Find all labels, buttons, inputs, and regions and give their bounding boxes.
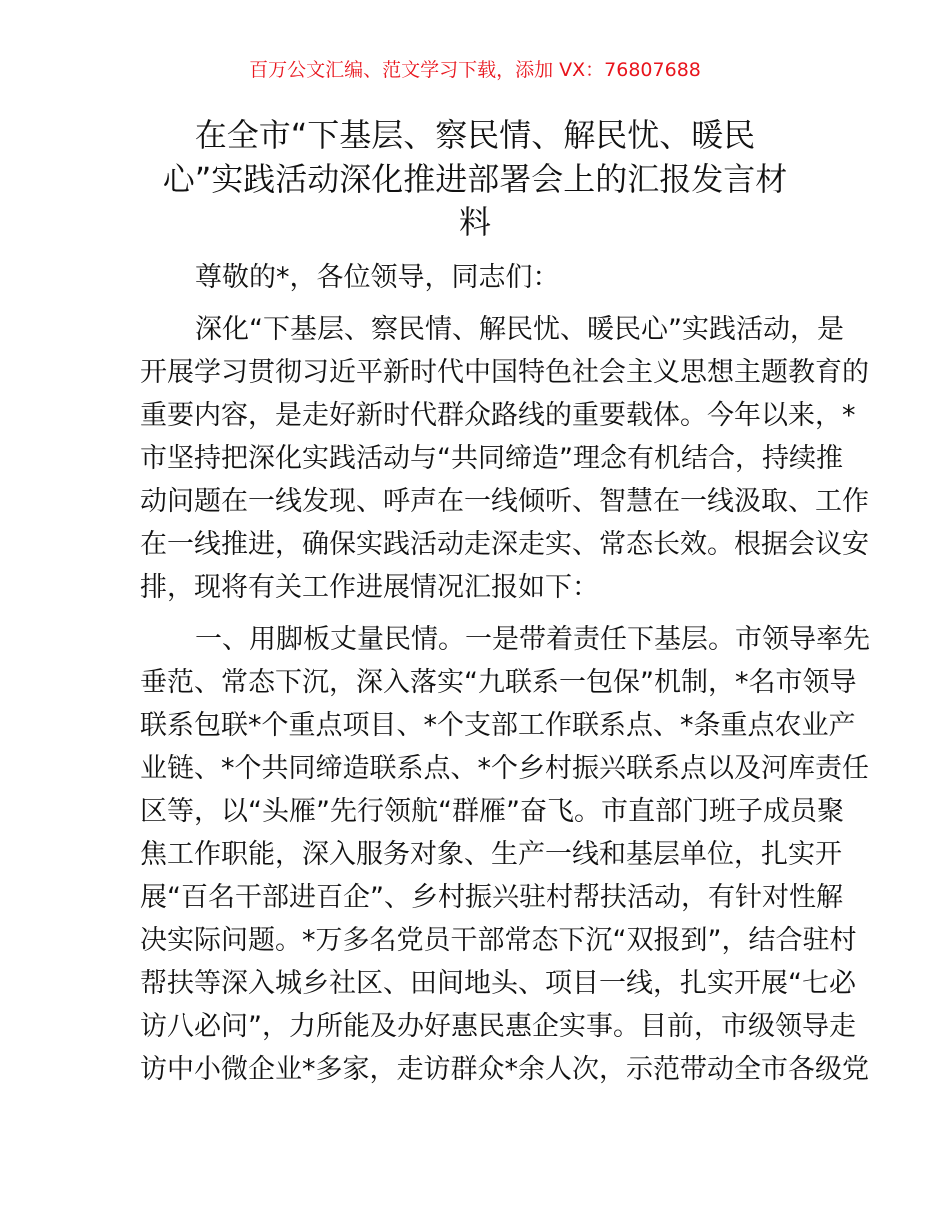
document-title-line: 料 [458, 203, 491, 241]
watermark-banner: 百万公文汇编、范文学习下载，添加 VX：76807688 [249, 59, 701, 81]
text-line: 重要内容，是走好新时代群众路线的重要载体。今年以来，* [140, 400, 856, 431]
text-line: 展“百名干部进百企”、乡村振兴驻村帮扶活动，有针对性解 [140, 882, 843, 913]
text-line: 访八必问”，力所能及办好惠民惠企实事。目前，市级领导走 [140, 1011, 856, 1042]
text-line: 排，现将有关工作进展情况汇报如下： [140, 572, 599, 603]
greeting: 尊敬的*，各位领导，同志们： [195, 262, 560, 293]
text-line: 市坚持把深化实践活动与“共同缔造”理念有机结合，持续推 [140, 443, 843, 474]
text-line: 焦工作职能，深入服务对象、生产一线和基层单位，扎实开 [140, 839, 842, 870]
text-line: 动问题在一线发现、呼声在一线倾听、智慧在一线汲取、工作 [140, 486, 869, 517]
text-line: 在一线推进，确保实践活动走深走实、常态长效。根据会议安 [140, 529, 869, 560]
text-line: 垂范、常态下沉，深入落实“九联系一包保”机制，*名市领导 [140, 667, 857, 698]
text-line: 访中小微企业*多家，走访群众*余人次，示范带动全市各级党 [140, 1054, 869, 1085]
text-line: 决实际问题。*万多名党员干部常态下沉“双报到”，结合驻村 [140, 925, 857, 956]
document-title-line: 心”实践活动深化推进部署会上的汇报发言材 [162, 160, 788, 198]
text-line: 开展学习贯彻习近平新时代中国特色社会主义思想主题教育的 [140, 357, 869, 388]
document-title-line: 在全市“下基层、察民情、解民忧、暖民 [194, 116, 756, 154]
text-line: 区等，以“头雁”先行领航“群雁”奋飞。市直部门班子成员聚 [140, 796, 844, 827]
text-line: 帮扶等深入城乡社区、田间地头、项目一线，扎实开展“七必 [140, 968, 856, 999]
text-line: 业链、*个共同缔造联系点、*个乡村振兴联系点以及河库责任 [140, 753, 869, 784]
text-line: 联系包联*个重点项目、*个支部工作联系点、*条重点农业产 [140, 710, 856, 741]
text-line: 一、用脚板丈量民情。一是带着责任下基层。市领导率先 [195, 624, 870, 655]
text-line: 深化“下基层、察民情、解民忧、暖民心”实践活动，是 [195, 314, 844, 345]
